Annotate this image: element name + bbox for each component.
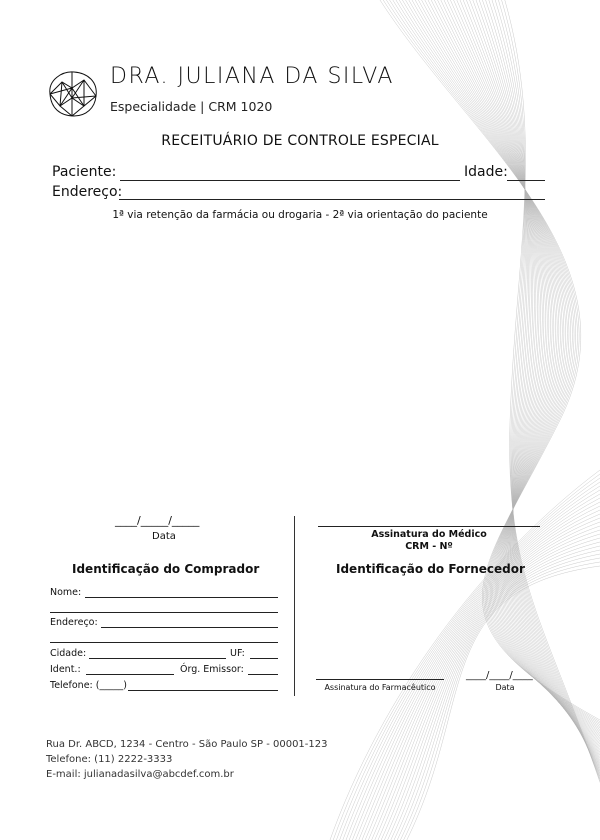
pharmacist-signature-line[interactable]	[316, 679, 444, 680]
wave-line	[454, 0, 600, 757]
address-field[interactable]	[119, 199, 545, 200]
form-title: RECEITUÁRIO DE CONTROLE ESPECIAL	[161, 133, 439, 149]
wave-line	[402, 0, 600, 731]
wave-line	[495, 0, 600, 778]
buyer-phone-field[interactable]	[128, 690, 278, 691]
wave-line	[463, 0, 600, 762]
patient-field[interactable]	[120, 180, 460, 181]
pharmacist-signature-label: Assinatura do Farmacêutico	[324, 683, 436, 692]
buyer-ident-field[interactable]	[86, 674, 174, 675]
wave-line	[486, 0, 600, 773]
wave-line	[390, 0, 600, 725]
wave-line	[409, 0, 600, 734]
wave-line	[428, 0, 600, 744]
doctor-signature-label: Assinatura do Médico	[371, 529, 487, 540]
wave-line	[457, 0, 600, 758]
wave-line	[438, 0, 600, 749]
wave-line	[391, 546, 600, 840]
wave-line	[450, 0, 600, 755]
wave-line	[396, 0, 600, 728]
wave-line	[434, 0, 600, 747]
wave-line	[444, 0, 600, 752]
column-divider	[294, 516, 295, 696]
crm-label: CRM - Nº	[405, 541, 453, 552]
age-field[interactable]	[507, 180, 545, 181]
buyer-org-field[interactable]	[248, 674, 278, 675]
wave-line	[404, 562, 600, 840]
wave-line	[406, 0, 600, 733]
wave-line	[502, 0, 600, 781]
buyer-phone-label: Telefone: (_____)	[50, 680, 127, 691]
buyer-city-label: Cidade:	[50, 648, 87, 659]
buyer-org-label: Órg. Emissor:	[180, 664, 244, 675]
supplier-date-label: Data	[495, 683, 515, 692]
wave-line	[479, 0, 600, 770]
wave-line	[498, 0, 600, 779]
wave-line	[394, 550, 600, 840]
doctor-signature-line[interactable]	[318, 526, 540, 527]
wave-line	[441, 0, 600, 750]
wave-line	[415, 0, 600, 738]
wave-line	[418, 0, 600, 739]
wave-line	[407, 566, 600, 840]
wave-line	[473, 0, 600, 766]
buyer-name-field[interactable]	[85, 597, 278, 598]
wave-line	[383, 0, 600, 722]
doctor-name: DRA. JULIANA DA SILVA	[110, 64, 394, 89]
brain-network-icon	[44, 68, 100, 120]
footer-phone: Telefone: (11) 2222-3333	[46, 754, 173, 765]
wave-line	[482, 0, 600, 771]
buyer-address-field[interactable]	[101, 627, 278, 628]
wave-line	[505, 0, 600, 782]
wave-line	[412, 0, 600, 736]
wave-line	[470, 0, 600, 765]
wave-line	[460, 0, 600, 760]
wave-line	[422, 0, 600, 741]
buyer-uf-label: UF:	[230, 648, 245, 659]
buyer-heading: Identificação do Comprador	[72, 562, 260, 576]
date-blank[interactable]: ____/_____/_____	[115, 514, 200, 527]
address-label: Endereço:	[52, 184, 123, 200]
doctor-specialty: Especialidade | CRM 1020	[110, 99, 273, 114]
wave-line	[397, 554, 600, 840]
wave-line	[400, 558, 600, 840]
wave-line	[393, 0, 600, 726]
patient-label: Paciente:	[52, 164, 117, 180]
buyer-name-field-2[interactable]	[50, 612, 278, 613]
buyer-name-label: Nome:	[50, 587, 82, 598]
buyer-address-label: Endereço:	[50, 617, 98, 628]
buyer-ident-label: Ident.:	[50, 664, 81, 675]
supplier-heading: Identificação do Fornecedor	[336, 562, 525, 576]
wave-line	[386, 0, 600, 723]
wave-line	[489, 0, 600, 774]
copies-note: 1ª via retenção da farmácia ou drogaria - 2ª via orientação do paciente	[112, 209, 488, 221]
wave-line	[425, 0, 600, 742]
wave-line	[431, 0, 600, 746]
buyer-address-field-2[interactable]	[50, 642, 278, 643]
wave-line	[466, 0, 600, 763]
wave-line	[399, 0, 600, 730]
supplier-date-blank[interactable]: ____/____/____	[466, 670, 533, 681]
footer-address: Rua Dr. ABCD, 1234 - Centro - São Paulo SP - 00001-123	[46, 739, 328, 750]
buyer-uf-field[interactable]	[250, 658, 278, 659]
buyer-city-field[interactable]	[89, 658, 226, 659]
wave-line	[380, 0, 600, 720]
footer-email: E-mail: julianadasilva@abcdef.com.br	[46, 769, 234, 780]
wave-line	[476, 0, 600, 768]
wave-line	[447, 0, 600, 754]
date-label: Data	[152, 531, 176, 542]
age-label: Idade:	[464, 164, 508, 180]
wave-line	[492, 0, 600, 776]
